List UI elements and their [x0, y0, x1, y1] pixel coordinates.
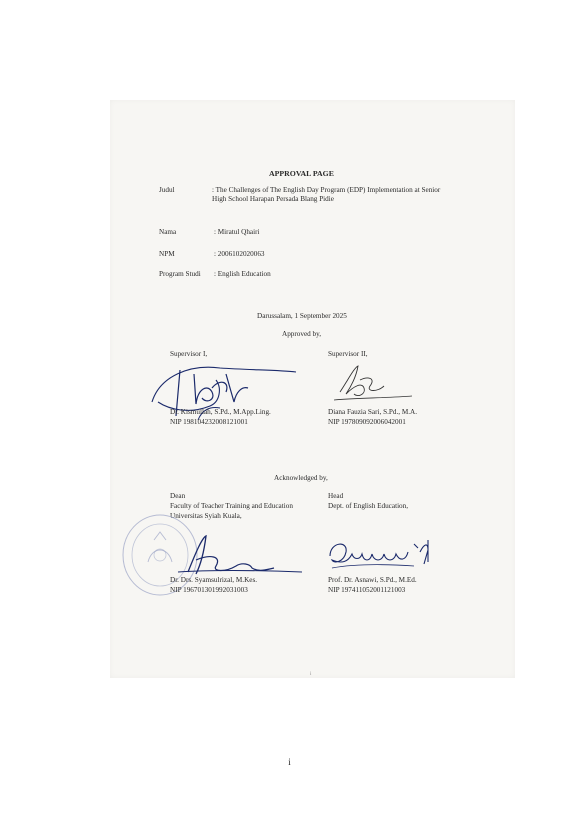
dean-name: Dr. Drs. Syamsulrizal, M.Kes. — [170, 576, 258, 584]
supervisor1-role: Supervisor I, — [170, 350, 208, 358]
acknowledged-by: Acknowledged by, — [274, 474, 328, 482]
supervisor1-nip: NIP 198104232008121001 — [170, 418, 248, 426]
prodi-label: Program Studi — [159, 270, 201, 278]
supervisor2-role: Supervisor II, — [328, 350, 368, 358]
dean-faculty: Faculty of Teacher Training and Education — [170, 502, 293, 510]
scanned-page — [110, 100, 515, 678]
npm-label: NPM — [159, 250, 175, 258]
head-dept: Dept. of English Education, — [328, 502, 409, 510]
scan-page-number: i — [310, 672, 312, 677]
npm-value: : 2006102020063 — [214, 250, 265, 258]
dean-signature — [166, 532, 306, 582]
page-number: i — [288, 757, 291, 767]
dean-role: Dean — [170, 492, 186, 500]
judul-label: Judul — [159, 186, 175, 194]
supervisor2-nip: NIP 197809092006042001 — [328, 418, 406, 426]
prodi-value: : English Education — [214, 270, 271, 278]
supervisor2-signature — [326, 362, 416, 406]
supervisor1-name: Dr. Kismullah, S.Pd., M.App.Ling. — [170, 408, 271, 416]
page-title: APPROVAL PAGE — [269, 169, 334, 178]
head-nip: NIP 197411052001121003 — [328, 586, 406, 594]
supervisor2-name: Diana Fauzia Sari, S.Pd., M.A. — [328, 408, 418, 416]
nama-value: : Miratul Qhairi — [214, 228, 260, 236]
place-date: Darussalam, 1 September 2025 — [257, 312, 347, 320]
approved-by: Approved by, — [282, 330, 322, 338]
dean-university: Universitas Syiah Kuala, — [170, 512, 242, 520]
judul-value: : The Challenges of The English Day Program (EDP) Implementation at Senior High School Harapan Persada Blang Pidie — [212, 186, 441, 203]
head-role: Head — [328, 492, 344, 500]
dean-nip: NIP 196701301992031003 — [170, 586, 248, 594]
head-name: Prof. Dr. Asnawi, S.Pd., M.Ed. — [328, 576, 417, 584]
head-signature — [324, 534, 434, 574]
nama-label: Nama — [159, 228, 177, 236]
